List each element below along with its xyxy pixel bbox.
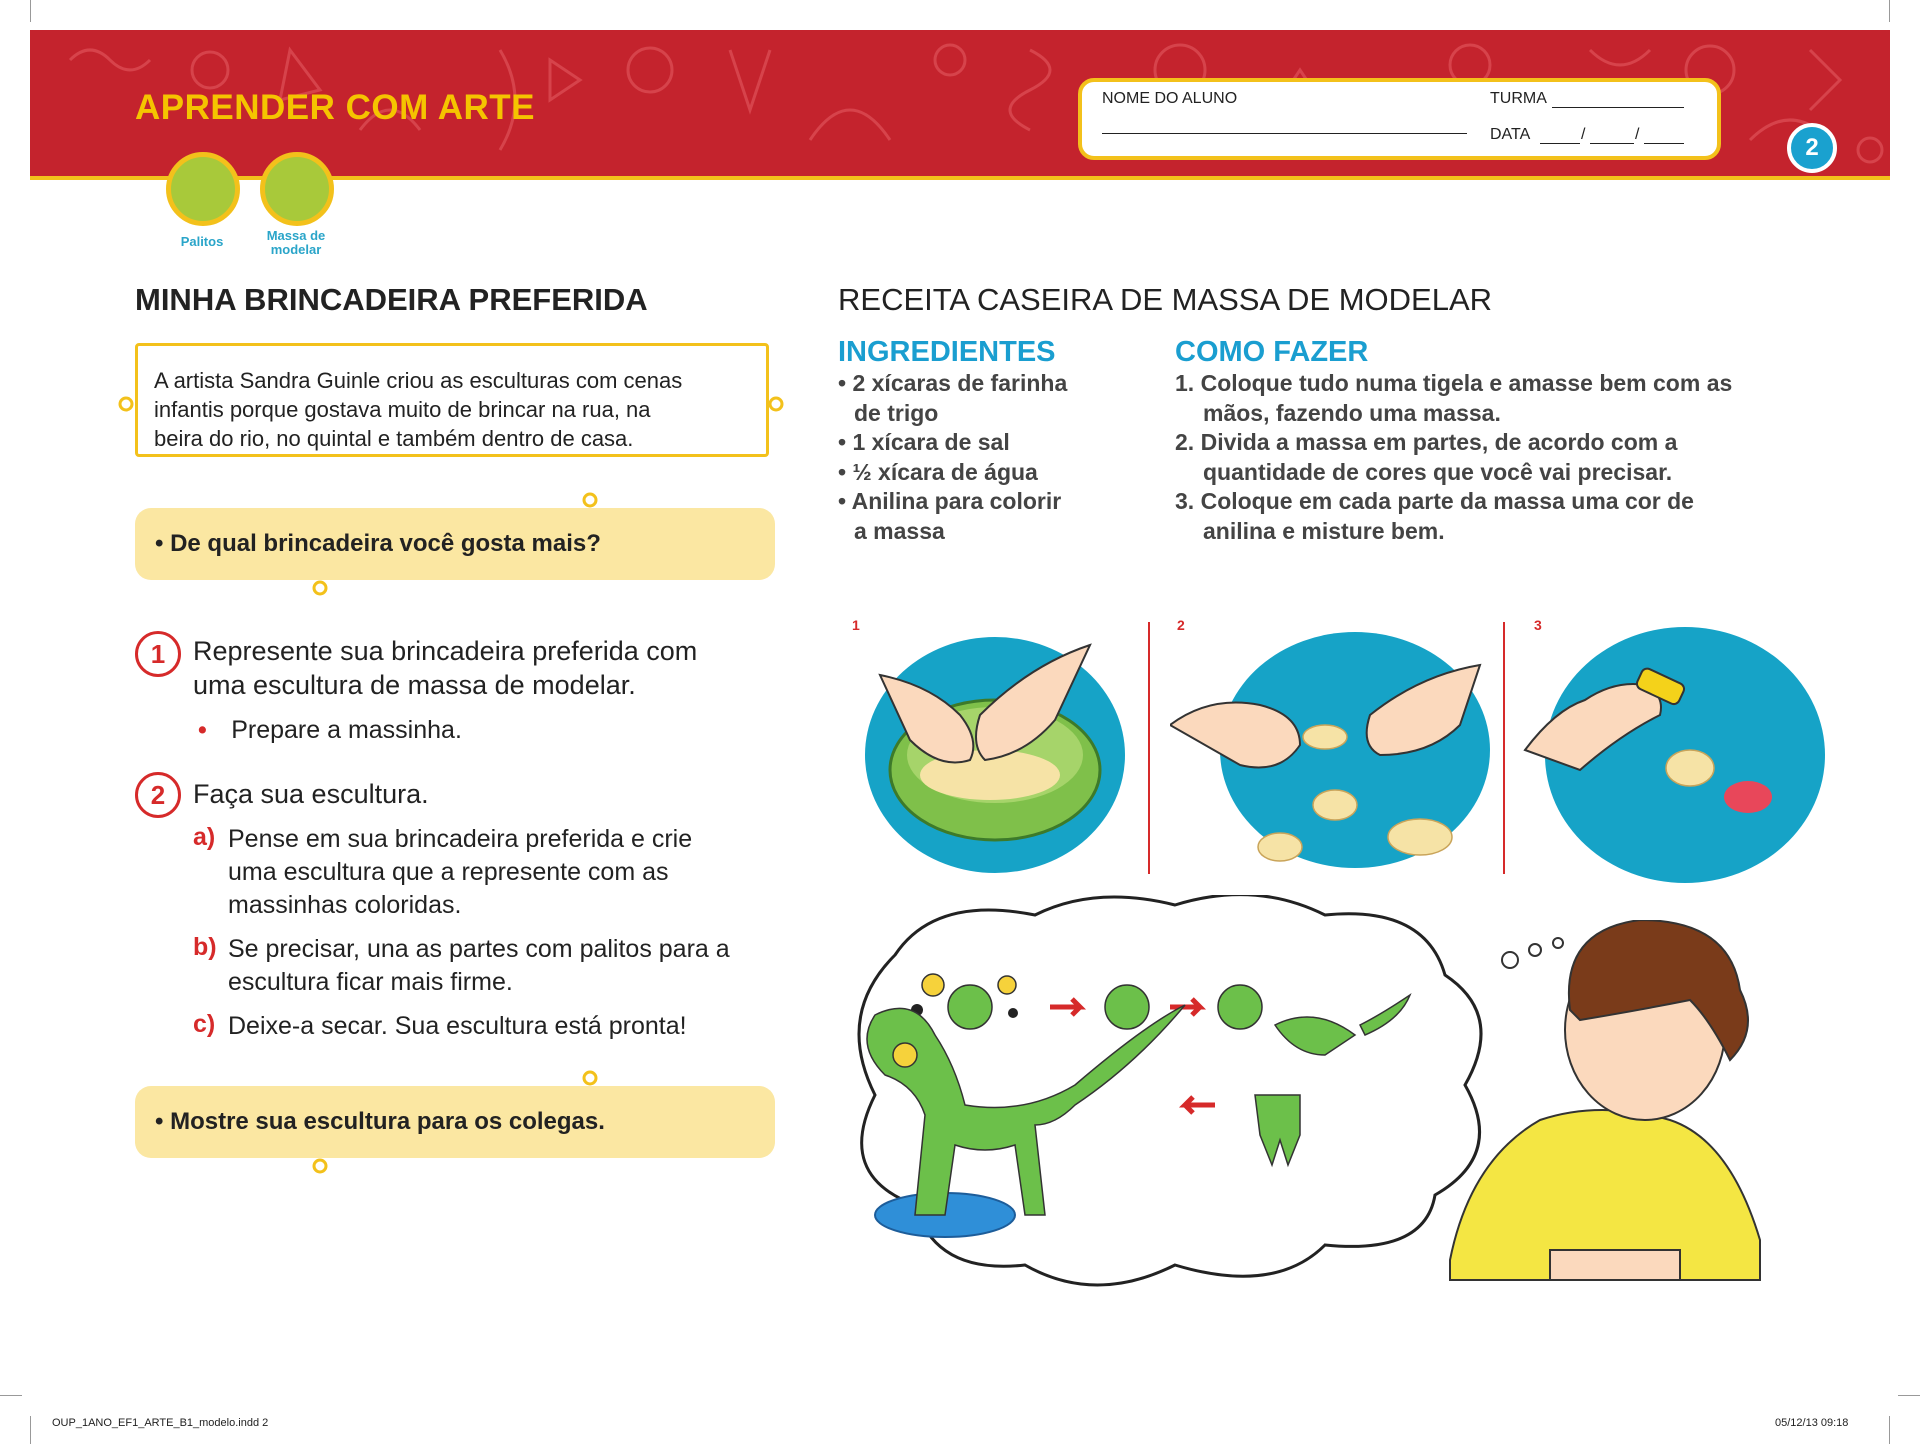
panel-number: 2 xyxy=(1177,617,1185,633)
footer-filename: OUP_1ANO_EF1_ARTE_B1_modelo.indd 2 xyxy=(52,1417,269,1429)
sub-letter: a) xyxy=(193,823,216,851)
ribbon-knot-icon xyxy=(764,392,788,416)
ribbon-knot-icon xyxy=(116,392,140,416)
info-line: A artista Sandra Guinle criou as esculturas com cenas xyxy=(154,368,683,393)
date-year-field[interactable] xyxy=(1644,142,1684,144)
sub-letter: b) xyxy=(193,933,217,961)
how-step: 2. Divida a massa em partes, de acordo com a xyxy=(1175,429,1678,455)
student-info-box xyxy=(1078,78,1721,160)
material-label: Palitos xyxy=(180,234,224,249)
coloring-illustration xyxy=(1520,625,1830,890)
how-to-title: COMO FAZER xyxy=(1175,336,1369,368)
ribbon-knot-icon xyxy=(580,1068,600,1090)
info-line: infantis porque gostava muito de brincar na rua, na xyxy=(154,397,651,422)
ribbon-knot-icon xyxy=(580,490,600,512)
sub-item-a: Pense em sua brincadeira preferida e crie uma escultura que a represente com as massinhas coloridas. xyxy=(228,825,693,919)
date-month-field[interactable] xyxy=(1590,142,1634,144)
recipe-title: RECEITA CASEIRA DE MASSA DE MODELAR xyxy=(838,282,1493,317)
crop-mark xyxy=(30,1416,31,1444)
ingredient-item: • 1 xícara de sal xyxy=(838,429,1010,455)
how-to-list: 1. Coloque tudo numa tigela e amasse bem com as mãos, fazendo uma massa. 2. Divida a massa em partes, de acordo com a quantidade de cores que você vai precisar. 3. Coloque em cada parte da massa uma cor de anilina e misture bem. xyxy=(1175,369,1815,546)
ingredients-title: INGREDIENTES xyxy=(838,336,1056,368)
material-label: Massa de modelar xyxy=(266,228,326,257)
panel-number: 3 xyxy=(1534,617,1542,633)
material-palitos-icon xyxy=(166,152,240,226)
date-day-field[interactable] xyxy=(1540,142,1580,144)
class-field[interactable] xyxy=(1552,106,1684,108)
crop-mark xyxy=(0,1395,22,1396)
ingredient-item: • 2 xícaras de farinha xyxy=(838,370,1068,396)
ribbon-knot-icon xyxy=(310,576,330,598)
question-pill xyxy=(135,1086,775,1158)
info-box xyxy=(135,343,769,457)
crop-mark xyxy=(1889,0,1890,22)
dividing-illustration xyxy=(1170,625,1490,875)
kneading-illustration xyxy=(860,625,1130,875)
thinking-child-illustration xyxy=(1430,920,1870,1320)
step-number: 2 xyxy=(135,772,181,818)
crop-mark xyxy=(30,0,31,22)
step-number: 1 xyxy=(135,631,181,677)
step-1-text: Represente sua brincadeira preferida com uma escultura de massa de modelar. xyxy=(193,636,698,700)
page-number-badge: 2 xyxy=(1787,123,1837,173)
ingredients-list: • 2 xícaras de farinha de trigo • 1 xícara de sal • ½ xícara de água • Anilina para colorir a massa xyxy=(838,369,1158,546)
step-1-bullet: • Prepare a massinha. xyxy=(198,716,462,744)
ingredient-item: • ½ xícara de água xyxy=(838,458,1038,485)
panel-divider xyxy=(1148,622,1150,874)
how-step: 1. Coloque tudo numa tigela e amasse bem com as xyxy=(1175,370,1733,396)
date-separator: / xyxy=(1581,126,1586,143)
ribbon-knot-icon xyxy=(310,1154,330,1176)
sub-item-b: Se precisar, una as partes com palitos para a escultura ficar mais firme. xyxy=(228,935,730,996)
date-label: DATA xyxy=(1490,126,1531,143)
how-step: 3. Coloque em cada parte da massa uma cor de xyxy=(1175,488,1694,514)
crop-mark xyxy=(1889,1416,1890,1444)
ingredient-item: • Anilina para colorir xyxy=(838,488,1062,514)
panel-number: 1 xyxy=(852,617,860,633)
date-separator: / xyxy=(1635,126,1640,143)
sub-letter: c) xyxy=(193,1010,216,1038)
footer-timestamp: 05/12/13 09:18 xyxy=(1775,1417,1849,1429)
question-pill xyxy=(135,508,775,580)
student-name-label: NOME DO ALUNO xyxy=(1102,90,1238,107)
student-name-field[interactable] xyxy=(1102,132,1467,134)
panel-divider xyxy=(1503,622,1505,874)
class-label: TURMA xyxy=(1490,90,1547,107)
section-title: MINHA BRINCADEIRA PREFERIDA xyxy=(135,282,648,317)
question-text: • Mostre sua escultura para os colegas. xyxy=(155,1108,605,1135)
info-line: beira do rio, no quintal e também dentro de casa. xyxy=(154,426,634,451)
page-title: APRENDER COM ARTE xyxy=(135,88,535,127)
material-massa-icon xyxy=(260,152,334,226)
sub-item-c: Deixe-a secar. Sua escultura está pronta! xyxy=(228,1012,687,1040)
step-2-text: Faça sua escultura. xyxy=(193,779,429,809)
question-text: • De qual brincadeira você gosta mais? xyxy=(155,530,601,557)
thought-bubble-illustration xyxy=(835,895,1515,1315)
crop-mark xyxy=(1898,1395,1920,1396)
